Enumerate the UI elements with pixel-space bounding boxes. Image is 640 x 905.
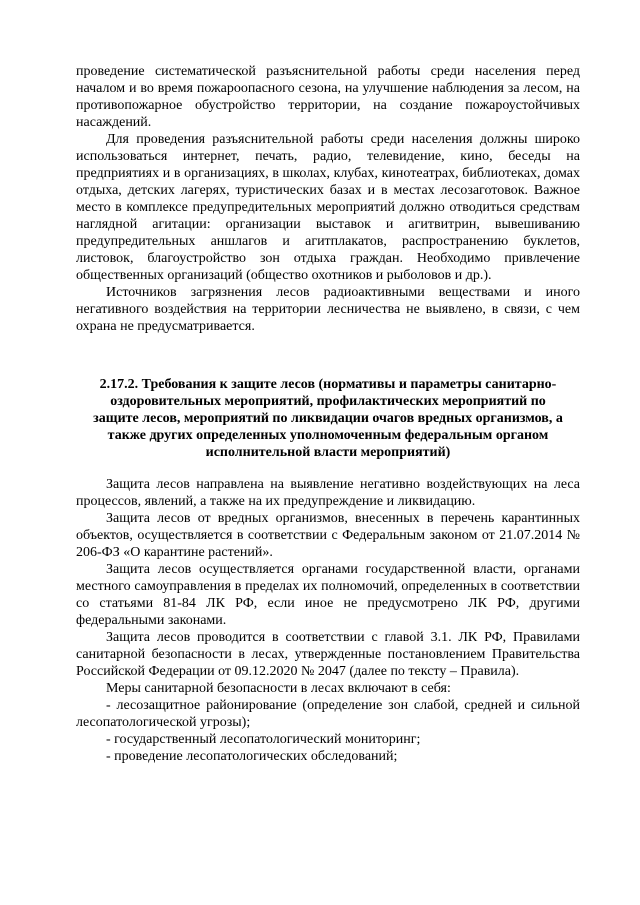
- paragraph: Источников загрязнения лесов радиоактивными веществами и иного негативного воздействия на территории лесничества не выявлено, в связи, с чем охрана не предусматривается.: [76, 285, 580, 334]
- top-text-block: [76, 63, 580, 335]
- bottom-text-block: [76, 476, 580, 765]
- paragraph: Защита лесов осуществляется органами государственной власти, органами местного самоуправления в пределах их полномочий, определенных в соответствии со статьями 81-84 ЛК РФ, если иное не предусмотрено ЛК РФ, другими федеральными законами.: [76, 562, 580, 628]
- list-item: - государственный лесопатологический мониторинг;: [106, 732, 421, 747]
- paragraph: Защита лесов от вредных организмов, внесенных в перечень карантинных объектов, осуществляется в соответствии с Федеральным законом от 21.07.2014 № 206-ФЗ «О карантине растений».: [76, 511, 580, 560]
- paragraph: Меры санитарной безопасности в лесах включают в себя:: [106, 681, 451, 696]
- paragraph: Для проведения разъяснительной работы среди населения должны широко использоваться интернет, печать, радио, телевидение, кино, беседы на предприятиях и в организациях, в школах, клубах, кинотеатрах, библиотеках, домах отдыха, детских лагерях, туристических базах и в местах лесозаготовок. Важное место в комплексе предупредительных мероприятий должно отводиться средствам наглядной агитации: организации выставок и агитвитрин, вывешиванию предупредительных аншлагов и агитплакатов, распространению буклетов, листовок, благоустройство зон отдыха граждан. Необходимо привлечение общественных организаций (общество охотников и рыболовов и др.).: [76, 132, 580, 283]
- list-item: - проведение лесопатологических обследований;: [106, 749, 398, 764]
- section-heading: 2.17.2. Требования к защите лесов (нормативы и параметры санитарно-оздоровительных мероприятий, профилактических мероприятий по защите лесов, мероприятий по ликвидации очагов вредных организмов, а также других определенных уполномоченным федеральным органом исполнительной власти мероприятий): [93, 377, 563, 460]
- paragraph: проведение систематической разъяснительной работы среди населения перед началом и во время пожароопасного сезона, на улучшение наблюдения за лесом, на противопожарное обустройство территории, на создание пожароустойчивых насаждений.: [76, 64, 580, 130]
- paragraph: Защита лесов проводится в соответствии с главой 3.1. ЛК РФ, Правилами санитарной безопасности в лесах, утвержденные постановлением Правительства Российской Федерации от 09.12.2020 № 2047 (далее по тексту – Правила).: [76, 630, 580, 679]
- paragraph: Защита лесов направлена на выявление негативно воздействующих на леса процессов, явлений, а также на их предупреждение и ликвидацию.: [76, 477, 580, 509]
- list-item: - лесозащитное районирование (определение зон слабой, средней и сильной лесопатологической угрозы);: [76, 698, 580, 730]
